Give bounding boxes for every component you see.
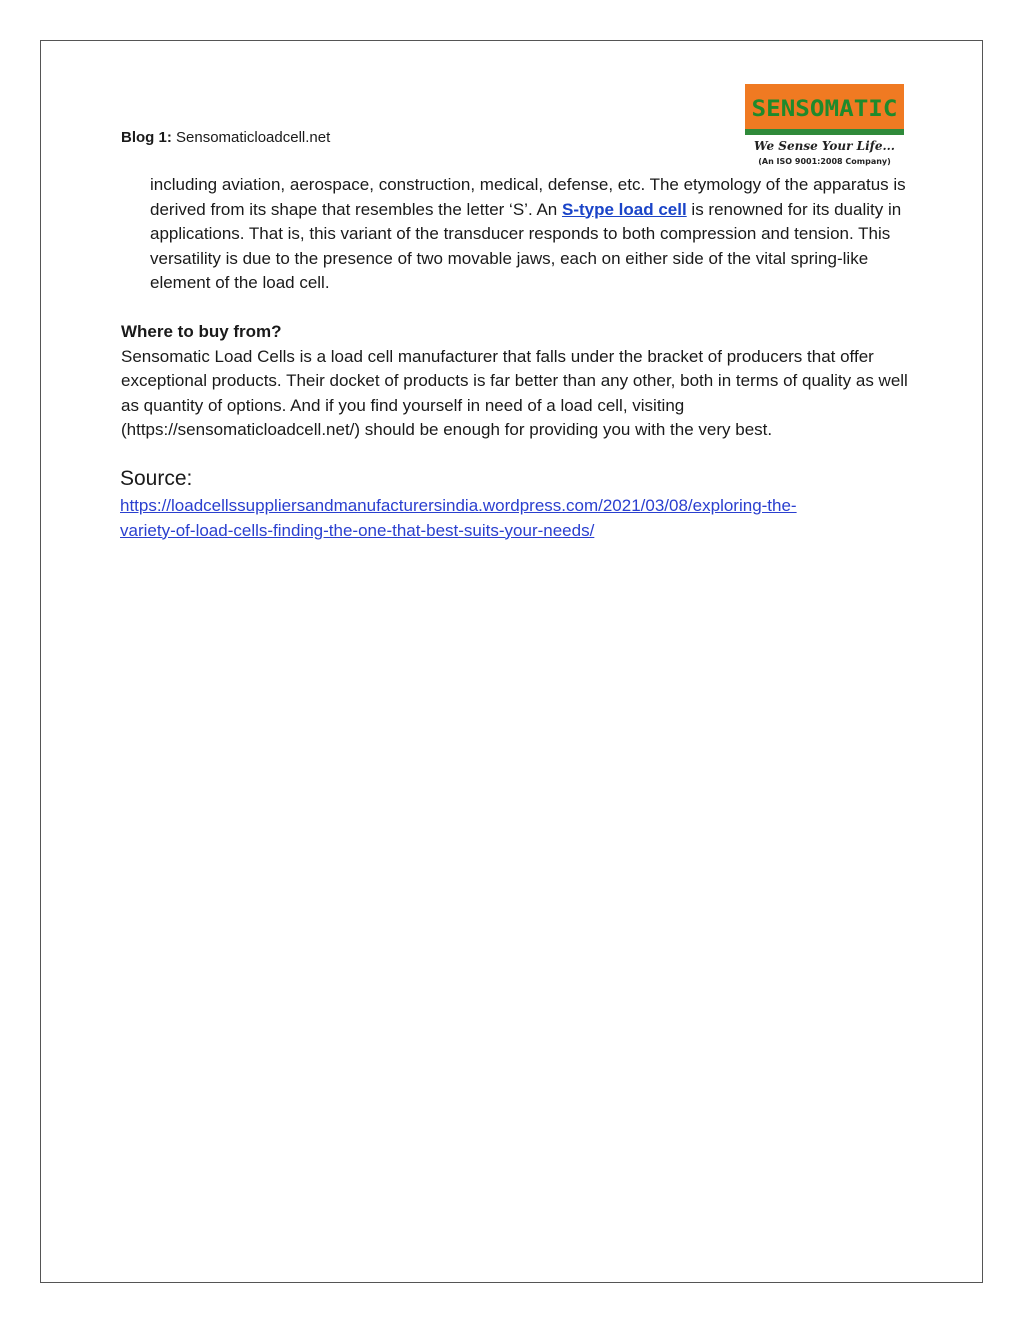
logo-brand-block [745,84,904,129]
s-type-load-cell-link[interactable]: S-type load cell [561,199,687,219]
logo-green-band [745,129,904,135]
source-url-link[interactable] [120,494,910,543]
intro-paragraph [150,173,910,296]
source-section [120,464,910,543]
sensomatic-logo [745,84,905,172]
where-to-buy-body: Sensomatic Load Cells is a load cell manufacturer that falls under the bracket of producers that offer exceptional products. Their docket of products is far better than any other, both in terms of quality as well as quantity of options. And if you find yourself in need of a load cell, visiting (https://sensomaticloadcell.net/) should be enough for providing you with the very best. [121,346,908,439]
where-to-buy-section [121,320,911,443]
intro-text-after: is renowned for its duality in applications. That is, this variant of the transducer responds to both compression and tension. This versatility is due to the presence of two movable jaws, each on either side of the vital spring-like element of the load cell. [150,199,902,292]
source-heading: Source: [120,467,193,490]
source-url-line-2: variety-of-load-cells-finding-the-one-that-best-suits-your-needs/ [120,520,595,540]
logo-iso-note: (An ISO 9001:2008 Company) [758,157,891,166]
logo-brand-wordmark [745,84,904,129]
blog-label: Blog 1: [121,129,172,146]
where-to-buy-heading: Where to buy from? [121,322,282,341]
svg-text:SENSOMATIC: SENSOMATIC [751,97,898,122]
source-url-line-1: https://loadcellssuppliersandmanufacturersindia.wordpress.com/2021/03/08/exploring-the- [120,496,797,515]
blog-header [121,128,330,148]
intro-text-before: including aviation, aerospace, construction, medical, defense, etc. The etymology of the apparatus is derived from its shape that resembles the letter ‘S’. An [150,175,906,219]
blog-site: Sensomaticloadcell.net [171,129,331,146]
logo-tagline: We Sense Your Life... [754,139,895,153]
